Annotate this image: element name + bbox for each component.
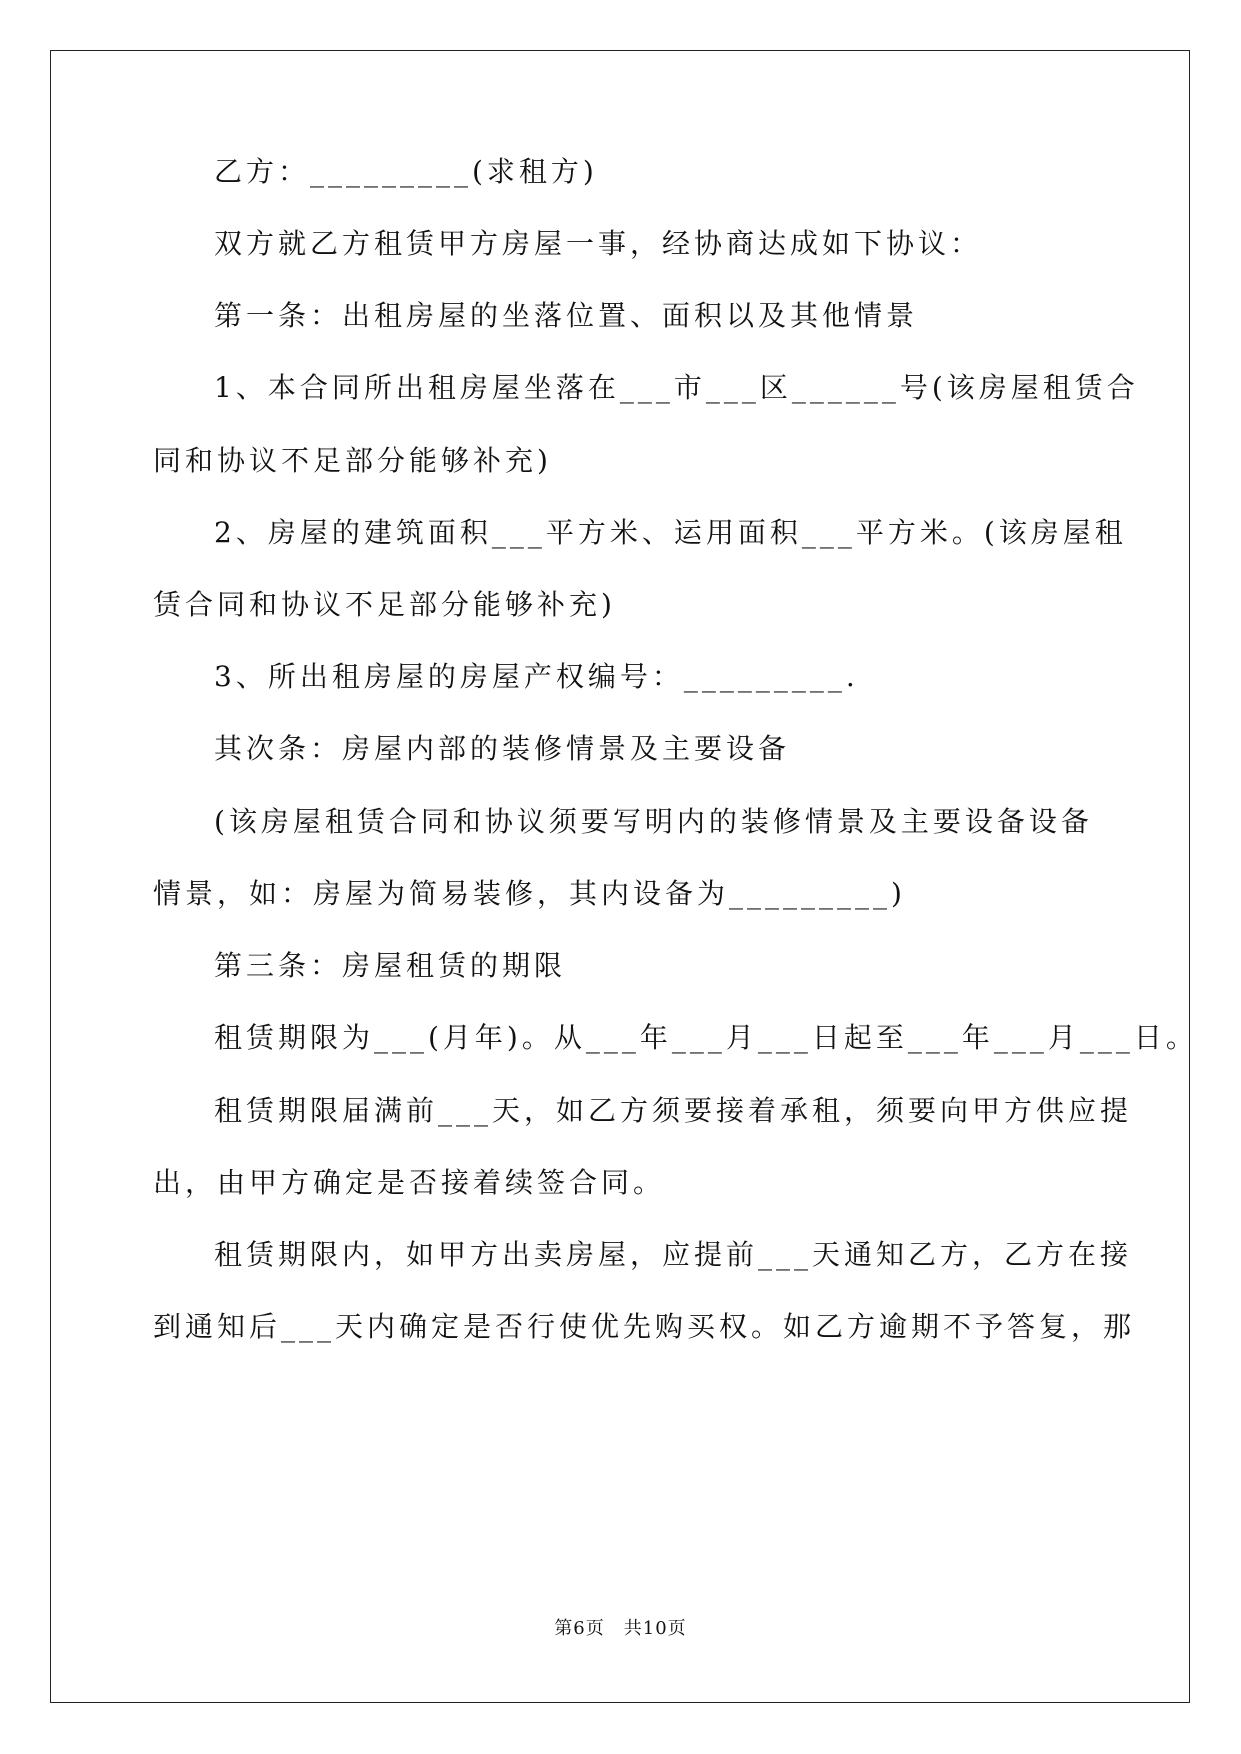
article-1-title: 第一条：出租房屋的坐落位置、面积以及其他情景 (214, 299, 919, 332)
article-2-title: 其次条：房屋内部的装修情景及主要设备 (214, 732, 791, 765)
agreement-intro: 双方就乙方租赁甲方房屋一事，经协商达成如下协议： (214, 227, 983, 260)
lease-term-line: 租赁期限为___(月年)。从___年___月___日起至___年___月___日。 (214, 1021, 1198, 1054)
article-3-title: 第三条：房屋租赁的期限 (214, 949, 567, 982)
clause-2-line-2: 赁合同和协议不足部分能够补充) (153, 588, 616, 621)
renewal-line-2: 出，由甲方确定是否接着续签合同。 (153, 1166, 666, 1199)
clause-3-line: 3、所出租房屋的房屋产权编号：_________. (214, 660, 859, 693)
clause-2-line-1: 2、房屋的建筑面积___平方米、运用面积___平方米。(该房屋租 (214, 516, 1127, 549)
sale-notice-line-2: 到通知后___天内确定是否行使优先购买权。如乙方逾期不予答复，那 (153, 1310, 1136, 1343)
article-2-note-line-2: 情景，如：房屋为简易装修，其内设备为_________) (153, 877, 906, 910)
sale-notice-line-1: 租赁期限内，如甲方出卖房屋，应提前___天通知乙方，乙方在接 (214, 1238, 1133, 1271)
article-2-note-line-1: (该房屋租赁合同和协议须要写明内的装修情景及主要设备设备 (214, 805, 1093, 838)
clause-1-line-1: 1、本合同所出租房屋坐落在___市___区______号(该房屋租赁合 (214, 371, 1139, 404)
renewal-line-1: 租赁期限届满前___天，如乙方须要接着承租，须要向甲方供应提 (214, 1094, 1133, 1127)
clause-1-line-2: 同和协议不足部分能够补充) (153, 444, 552, 477)
party-b-line: 乙方：_________(求租方) (214, 155, 598, 188)
page-number-footer: 第6页 共10页 (554, 1618, 687, 1639)
